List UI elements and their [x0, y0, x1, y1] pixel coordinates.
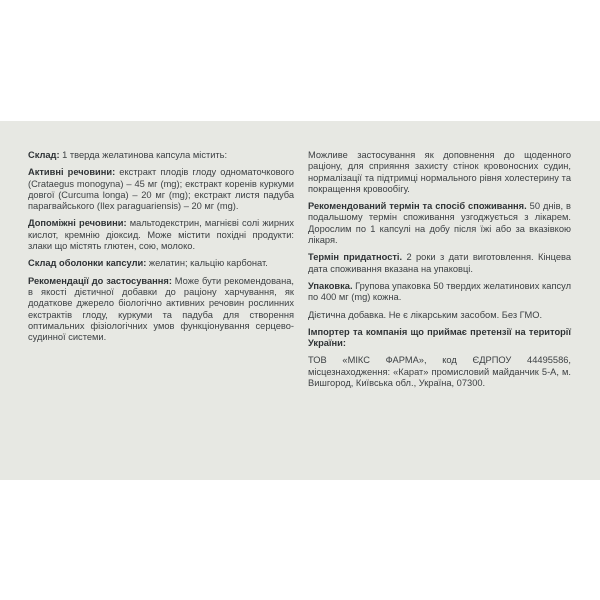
left-column [28, 150, 294, 349]
intro-paragraph: Можливе застосування як доповнення до щоденного раціону, для сприяння захисту стінок кровоносних судин, нормалізації та підтримці нормального рівня холестерину та покращення кровообігу. [308, 150, 571, 194]
composition-text: 1 тверда желатинова капсула містить: [59, 150, 228, 160]
shell-paragraph [28, 258, 294, 269]
importer-heading: Імпортер та компанія що приймає претензії на території України: [308, 326, 571, 349]
shelf-life-label: Термін придатності. [308, 252, 403, 263]
recommendation-text: Може бути рекомендована, в якості дієтичної добавки до раціону харчування, як додаткове джерело біологічно активних речовин рослинних екстрактів глоду, куркуми та падуба для створення оптимальних фізіологічних умов функціонування серцево-судинної системи. [28, 275, 294, 343]
packaging-label: Упаковка. [308, 280, 353, 291]
dosage-text: 50 днів, в подальшому термін споживання узгоджується з лікарем. Дорослим по 1 капсулі на добу після їжі або за вказівкою лікаря. [308, 201, 571, 246]
dosage-paragraph [308, 201, 571, 246]
company-address: ТОВ «МІКС ФАРМА», код ЄДРПОУ 44495586, місцезнаходження: «Карат» промисловий майданчик 5-А, м. Вишгород, Київська обл., Україна, 07300. [308, 355, 571, 389]
active-ingredients-label: Активні речовини: [28, 167, 116, 178]
active-ingredients-text: екстракт плодів глоду одноматочкового (Crataegus monogyna) – 45 мг (mg); екстракт коренів куркуми довгої (Curcuma longa) – 20 мг (mg); екстракт листя падуба парагвайського (Ilex paraguariensis) – 20 мг (mg). [28, 167, 294, 212]
recommendation-paragraph [28, 276, 294, 344]
auxiliary-paragraph [28, 218, 294, 252]
supplement-note: Дієтична добавка. Не є лікарським засобом. Без ГМО. [308, 309, 543, 320]
shell-label: Склад оболонки капсули: [28, 258, 147, 269]
dosage-label: Рекомендований термін та спосіб споживання. [308, 201, 527, 212]
composition-label: Склад: [28, 150, 60, 160]
right-column [308, 150, 571, 395]
packaging-paragraph [308, 281, 571, 304]
auxiliary-text: мальтодекстрин, магнієві солі жирних кислот, кремнію діоксид. Може містити похідні продукти: злаки що містять глютен, сою, молоко. [28, 218, 294, 252]
packaging-text: Групова упаковка 50 твердих желатинових капсул по 400 мг (mg) кожна. [308, 280, 571, 303]
shelf-life-paragraph [308, 252, 571, 275]
shelf-life-text: 2 роки з дати виготовлення. Кінцева дата споживання вказана на упаковці. [308, 252, 572, 274]
composition-paragraph [28, 150, 294, 161]
shell-text: желатин; кальцію карбонат. [146, 258, 268, 269]
active-ingredients-paragraph [28, 167, 294, 212]
recommendation-label: Рекомендації до застосування: [28, 275, 172, 286]
auxiliary-label: Допоміжні речовини: [28, 218, 127, 229]
